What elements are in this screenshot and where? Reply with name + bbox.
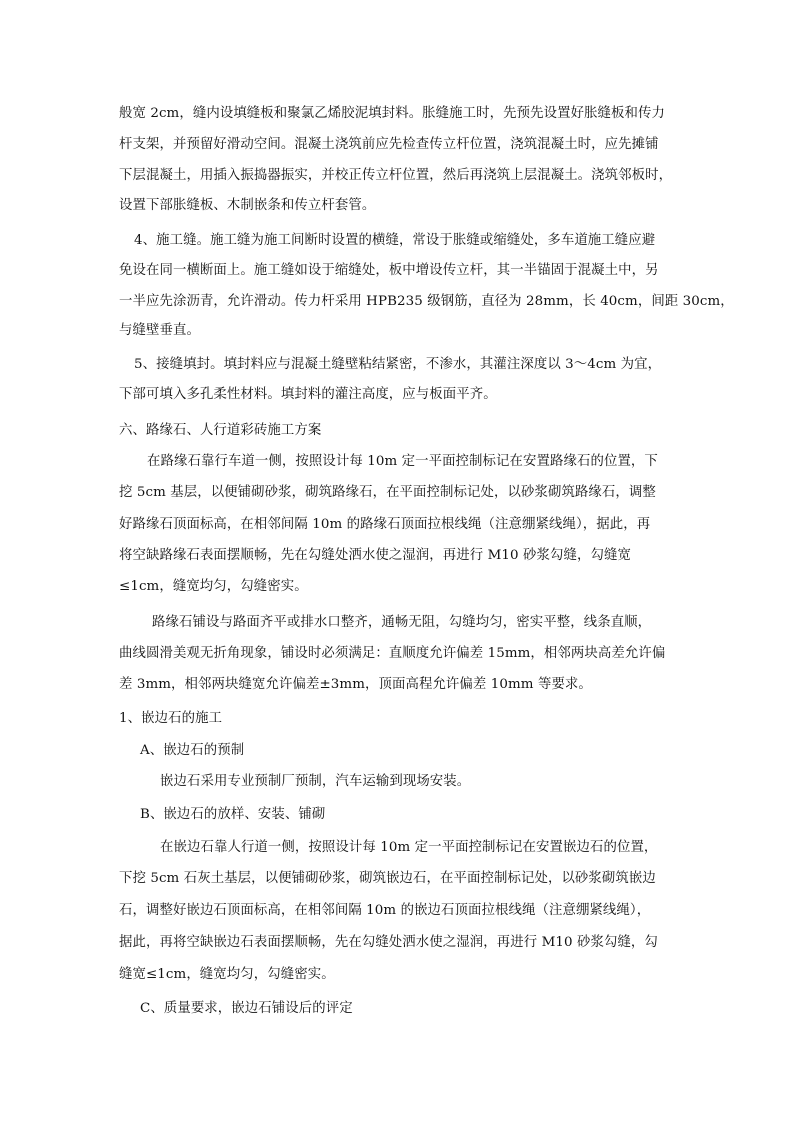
paragraph-line: 设置下部胀缝板、木制嵌条和传立杆套管。 <box>119 198 376 213</box>
paragraph-line: 在嵌边石靠人行道一侧，按照设计每 10m 定一平面控制标记在安置嵌边石的位置， <box>160 840 658 855</box>
paragraph-line: 将空缺路缘石表面摆顺畅，先在勾缝处洒水使之湿润，再进行 M10 砂浆勾缝，勾缝宽 <box>119 548 631 563</box>
paragraph-line: 曲线圆滑美观无折角现象，铺设时必须满足：直顺度允许偏差 15mm，相邻两块高差允许偏 <box>119 646 666 661</box>
item-heading: A、嵌边石的预制 <box>140 743 245 758</box>
paragraph-line: 下挖 5cm 石灰土基层，以便铺砌砂浆，砌筑嵌边石，在平面控制标记处，以砂浆砌筑嵌边 <box>119 871 656 886</box>
paragraph-line: 好路缘石顶面标高，在相邻间隔 10m 的路缘石顶面拉根线绳（注意绷紧线绳），据此，再 <box>119 517 651 532</box>
paragraph-line: ≤1cm，缝宽均匀，勾缝密实。 <box>119 579 308 594</box>
paragraph-line: 一半应先涂沥青，允许滑动。传力杆采用 HPB235 级钢筋，直径为 28mm，长 40cm，间距 30cm， <box>119 294 734 309</box>
paragraph-line: 4、施工缝。施工缝为施工间断时设置的横缝，常设于胀缝或缩缝处，多车道施工缝应避 <box>134 233 656 248</box>
paragraph-line: 嵌边石采用专业预制厂预制，汽车运输到现场安装。 <box>160 774 471 789</box>
paragraph-line: 与缝壁垂直。 <box>119 323 200 338</box>
paragraph-line: 5、接缝填封。填封料应与混凝土缝壁粘结紧密，不渗水，其灌注深度以 3～4cm 为宜， <box>134 357 662 372</box>
paragraph-line: 下层混凝土，用插入振捣器振实，并校正传立杆位置，然后再浇筑上层混凝土。浇筑邻板时， <box>119 168 673 183</box>
paragraph-line: 差 3mm，相邻两块缝宽允许偏差±3mm，顶面高程允许偏差 10mm 等要求。 <box>119 677 592 692</box>
paragraph-line: 免设在同一横断面上。施工缝如设于缩缝处，板中增设传立杆，其一半锚固于混凝土中，另 <box>119 263 659 278</box>
paragraph-line: 下部可填入多孔柔性材料。填封料的灌注高度，应与板面平齐。 <box>119 387 497 402</box>
paragraph-line: 缝宽≤1cm，缝宽均匀，勾缝密实。 <box>119 967 335 982</box>
paragraph-line: 石，调整好嵌边石顶面标高，在相邻间隔 10m 的嵌边石顶面拉根线绳（注意绷紧线绳）， <box>119 903 651 918</box>
paragraph-line: 据此，再将空缺嵌边石表面摆顺畅，先在勾缝处洒水使之湿润，再进行 M10 砂浆勾缝，勾 <box>119 935 658 950</box>
paragraph-line: 在路缘石靠行车道一侧，按照设计每 10m 定一平面控制标记在安置路缘石的位置，下 <box>147 454 658 469</box>
item-heading: B、嵌边石的放样、安装、铺砌 <box>140 807 326 822</box>
item-heading: C、质量要求，嵌边石铺设后的评定 <box>140 1001 353 1016</box>
paragraph-line: 杆支架，并预留好滑动空间。混凝土浇筑前应先检查传立杆位置，浇筑混凝土时，应先摊铺 <box>119 137 659 152</box>
subsection-heading: 1、嵌边石的施工 <box>119 711 223 726</box>
section-heading: 六、路缘石、人行道彩砖施工方案 <box>119 423 322 438</box>
paragraph-line: 路缘石铺设与路面齐平或排水口整齐，通畅无阻，勾缝均匀，密实平整，线条直顺， <box>152 615 652 630</box>
paragraph-line: 般宽 2cm，缝内设填缝板和聚氯乙烯胶泥填封料。胀缝施工时，先预先设置好胀缝板和传力 <box>119 106 666 121</box>
paragraph-line: 挖 5cm 基层，以便铺砌砂浆，砌筑路缘石，在平面控制标记处，以砂浆砌筑路缘石，调整 <box>119 485 656 500</box>
